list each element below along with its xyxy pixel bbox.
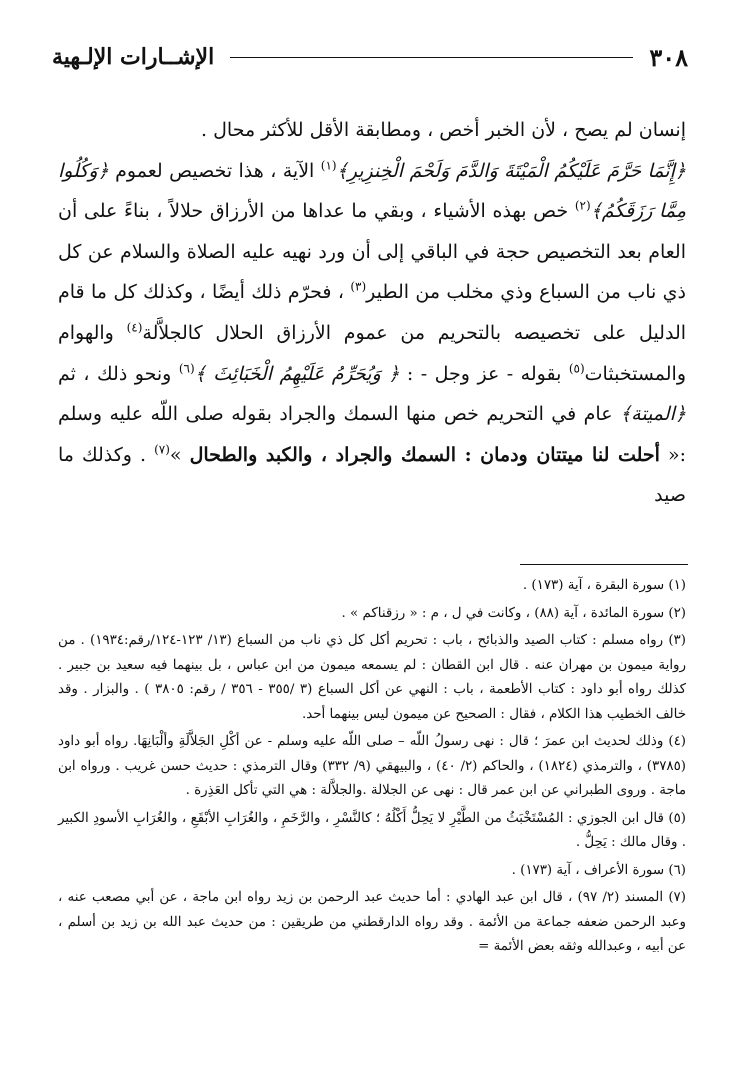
running-title: الإشــارات الإلـهية bbox=[52, 44, 215, 70]
footnote-ref[interactable]: (٣) bbox=[350, 280, 367, 295]
footnote-text: سورة المائدة ، آية (٨٨) ، وكانت في ل ، م : « رزقناكم » . bbox=[341, 605, 665, 621]
footnote-number: (٣) bbox=[668, 633, 686, 648]
footnote-ref[interactable]: (٤) bbox=[126, 320, 143, 335]
footnote-7 bbox=[58, 886, 686, 960]
text-run: خص بهذه الأشياء ، وبقي ما عداها من الأرزاق حلالاً ، بناءً على أن العام بعد التخصيص حجة في الباقي إلى أن ورد نهيه عليه الصلاة والسلام عن كل ذي ناب من السباع وذي مخلب من الطير bbox=[58, 200, 687, 304]
footnote-2 bbox=[58, 602, 686, 627]
footnote-number: (٥) bbox=[668, 810, 686, 826]
text-run: ، فحرّم ذلك أيضًا ، وكذلك كل ما قام الدليل على تخصيصه بالتحريم من عموم الأرزاق الحلال كالجلاَّلة bbox=[58, 281, 687, 344]
footnote-4 bbox=[58, 730, 686, 804]
footnote-text: قال ابن الجوزي : المُسْتَخْبَثُ من الطَّيْرِ لا يَحِلُّ أَكْلُهُ ؛ كالنَّسْرِ ، والرَّخَمِ ، والغُرَابِ الأبْقَعِ ، والغُرَابِ الأسودِ الكبير . وقال مالك : يَحِلُّ . bbox=[58, 810, 686, 850]
footnote-number: (١) bbox=[668, 578, 686, 593]
footnote-separator bbox=[520, 564, 688, 565]
text-run: ونحو ذلك ، ثم bbox=[58, 362, 179, 385]
quran-verse: ﴿ وَيُحَرِّمُ عَلَيْهِمُ الْخَبَائِثَ ﴾ bbox=[194, 362, 400, 385]
footnote-number: (٧) bbox=[668, 890, 686, 905]
footnote-ref[interactable]: (٧) bbox=[154, 442, 170, 457]
footnote-ref[interactable]: (١) bbox=[320, 158, 337, 173]
page-header bbox=[52, 40, 688, 74]
footnote-ref[interactable]: (٥) bbox=[568, 361, 585, 376]
footnote-5 bbox=[58, 807, 686, 856]
page-number: ٣٠٨ bbox=[649, 42, 688, 72]
text-run: والهوام والمستخبثات bbox=[58, 321, 686, 385]
header-rule bbox=[230, 57, 633, 58]
footnotes bbox=[58, 574, 686, 963]
footnote-1 bbox=[58, 574, 686, 599]
footnote-number: (٢) bbox=[668, 605, 686, 621]
paragraph-2 bbox=[58, 151, 686, 516]
footnote-text: سورة الأعراف ، آية (١٧٣) . bbox=[511, 862, 665, 878]
footnote-text: وذلك لحديث ابن عمرَ ؛ قال : نهى رسولُ اللّه – صلى اللّه عليه وسلم - عن أكْلِ الجَلاَّلَةِ وألْبَانِهَا. رواه أبو داود (٣٧٨٥) ، والترمذي (١٨٢٤) ، والحاكم (٢/ ٤٠) ، والبيهقي (٩/ ٣٣٢) وقال الترمذي : حديث حسن غريب . ورواه ابن ماجة . وروى الطبراني عن ابن عمر قال : نهى عن الجلالة .والجلاَّلة : هي التي تأكل العَذِرة . bbox=[58, 734, 687, 798]
footnote-text: المسند (٢/ ٩٧) ، قال ابن عبد الهادي : أما حديث عبد الرحمن بن زيد رواه ابن ماجة ، عن أبي مصعب عنه ، وعبد الرحمن ضعفه جماعة من الأئمة . وقد رواه الدارقطني من طريقين : من حديث عبد الله بن زيد بن أسلم ، عن أبيه ، وعبدالله وثقه بعض الأئمة = bbox=[58, 890, 686, 954]
footnote-6 bbox=[58, 859, 686, 884]
quran-verse: ﴿إِنَّمَا حَرَّمَ عَلَيْكُمُ الْمَيْتَةَ وَالدَّمَ وَلَحْمَ الْخِنزِيرِ﴾ bbox=[336, 159, 686, 182]
footnote-number: (٦) bbox=[668, 862, 686, 878]
quran-verse: ﴿وَكُلُوا مِمَّا رَزَقَكُمُ﴾ bbox=[58, 159, 686, 223]
text-run: . وكذلك ما صيد bbox=[58, 443, 686, 507]
footnote-ref[interactable]: (٢) bbox=[574, 198, 591, 213]
text-run: بقوله - عز وجل - : bbox=[399, 362, 569, 385]
main-text bbox=[58, 110, 686, 516]
text-run: الآية ، هذا تخصيص لعموم bbox=[108, 159, 321, 182]
paragraph-1: إنسان لم يصح ، لأن الخبر أخص ، ومطابقة الأقل للأكثر محال . bbox=[201, 119, 686, 141]
footnote-3 bbox=[58, 629, 686, 727]
text-run: عام في التحريم خص منها السمك والجراد بقوله صلى اللّه عليه وسلم :« bbox=[58, 403, 686, 466]
hadith-text: أحلت لنا ميتتان ودمان : السمك والجراد ، والكبد والطحال bbox=[189, 443, 660, 466]
footnote-text: سورة البقرة ، آية (١٧٣) . bbox=[522, 578, 665, 593]
footnote-number: (٤) bbox=[668, 734, 686, 749]
footnote-text: رواه مسلم : كتاب الصيد والذبائح ، باب : تحريم أكل كل ذي ناب من السباع (١٣/ ١٢٣-١٢٤/رقم:١٩٣٤) . من رواية ميمون بن مهران عنه . قال ابن القطان : لم يسمعه ميمون من ابن عباس ، بل بينهما فيه سعيد بن جبير . كذلك رواه أبو داود : كتاب الأطعمة ، باب : النهي عن أكل السباع (٣ /٣٥٥ - ٣٥٦ / رقم: ٣٨٠٥ ) . والبزار . وقد خالف الخطيب هذا الكلام ، فقال : الصحيح عن ميمون ليس بينهما أحد. bbox=[58, 633, 687, 722]
footnote-ref[interactable]: (٦) bbox=[178, 361, 195, 376]
quran-word: ﴿الميتة﴾ bbox=[620, 403, 686, 426]
text-run: » bbox=[169, 443, 190, 466]
